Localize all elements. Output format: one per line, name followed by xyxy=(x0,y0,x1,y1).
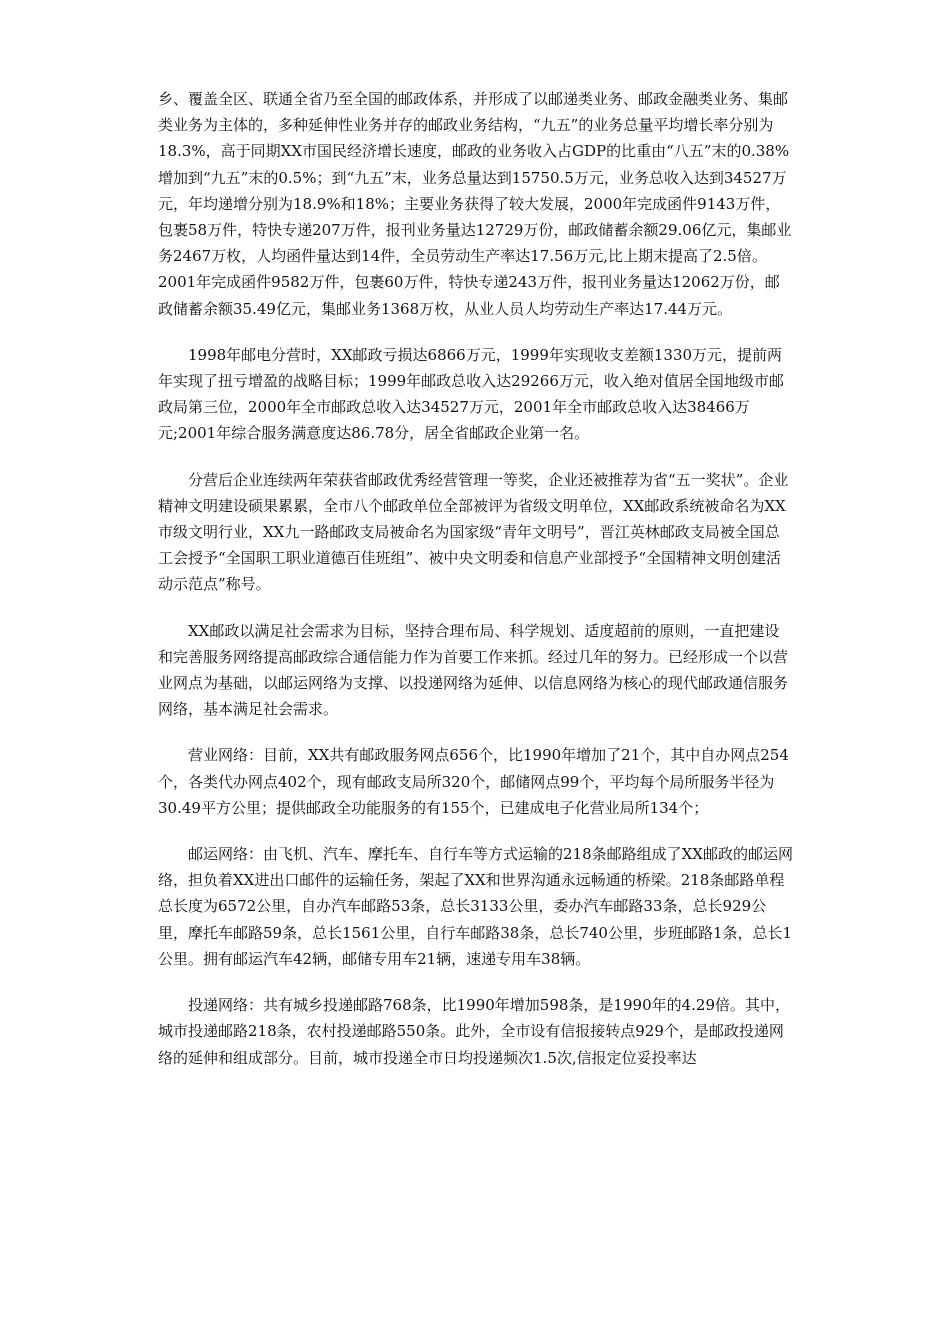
paragraph-business-growth: 乡、覆盖全区、联通全省乃至全国的邮政体系，并形成了以邮递类业务、邮政金融类业务、集邮类业务为主体的，多种延伸性业务并存的邮政业务结构，“九五”的业务总量平均增长率分别为18.3%，高于同期XX市国民经济增长速度，邮政的业务收入占GDP的比重由“八五”末的0.38%增加到“九五”末的0.5%；到“九五”末，业务总量达到15750.5万元，业务总收入达到34527万元，年均递增分别为18.9%和18%；主要业务获得了较大发展，2000年完成函件9143万件，包裹58万件，特快专递207万件，报刊业务量达12729万份，邮政储蓄余额29.06亿元，集邮业务2467万枚，人均函件量达到14件，全员劳动生产率达17.56万元,比上期末提高了2.5倍。2001年完成函件9582万件，包裹60万件，特快专递243万件，报刊业务量达12062万份，邮政储蓄余额35.49亿元，集邮业务1368万枚，从业人员人均劳动生产率达17.44万元。 xyxy=(158,90,792,318)
document-page xyxy=(158,86,794,1071)
paragraph-service-network: XX邮政以满足社会需求为目标，坚持合理布局、科学规划、适度超前的原则，一直把建设和完善服务网络提高邮政综合通信能力作为首要工作来抓。经过几年的努力。已经形成一个以营业网点为基础，以邮运网络为支撑、以投递网络为延伸、以信息网络为核心的现代邮政通信服务网络，基本满足社会需求。 xyxy=(158,621,789,719)
paragraph-transport-network: 邮运网络：由飞机、汽车、摩托车、自行车等方式运输的218条邮路组成了XX邮政的邮运网络，担负着XX进出口邮件的运输任务，架起了XX和世界沟通永远畅通的桥梁。218条邮路单程总长度为6572公里，自办汽车邮路53条，总长3133公里，委办汽车邮路33条，总长929公里，摩托车邮路59条，总长1561公里，自行车邮路38条，总长740公里，步班邮路1条，总长1公里。拥有邮运汽车42辆，邮储专用车21辆，速递专用车38辆。 xyxy=(158,845,793,968)
paragraph-turnaround: 1998年邮电分营时，XX邮政亏损达6866万元，1999年实现收支差额1330万元，提前两年实现了扭亏增盈的战略目标；1999年邮政总收入达29266万元，收入绝对值居全国地级市邮政局第三位，2000年全市邮政总收入达34527万元，2001年全市邮政总收入达38466万元;2001年综合服务满意度达86.78分，居全省邮政企业第一名。 xyxy=(158,345,784,443)
paragraph-business-network: 营业网络：目前，XX共有邮政服务网点656个，比1990年增加了21个，其中自办网点254个，各类代办网点402个，现有邮政支局所320个，邮储网点99个，平均每个局所服务半径为30.49平方公里；提供邮政全功能服务的有155个，已建成电子化营业局所134个； xyxy=(158,746,789,817)
paragraph-honors: 分营后企业连续两年荣获省邮政优秀经营管理一等奖，企业还被推荐为省“五一奖状”。企业精神文明建设硕果累累，全市八个邮政单位全部被评为省级文明单位，XX邮政系统被命名为XX市级文明行业，XX九一路邮政支局被命名为国家级“青年文明号”，晋江英林邮政支局被全国总工会授予“全国职工职业道德百佳班组”、被中央文明委和信息产业部授予“全国精神文明创建活动示范点”称号。 xyxy=(158,470,789,594)
paragraph-delivery-network: 投递网络：共有城乡投递邮路768条，比1990年增加598条，是1990年的4.29倍。其中，城市投递邮路218条，农村投递邮路550条。此外，全市设有信报接转点929个，是邮政投递网络的延伸和组成部分。目前，城市投递全市日均投递频次1.5次,信报定位妥投率达 xyxy=(158,996,791,1067)
